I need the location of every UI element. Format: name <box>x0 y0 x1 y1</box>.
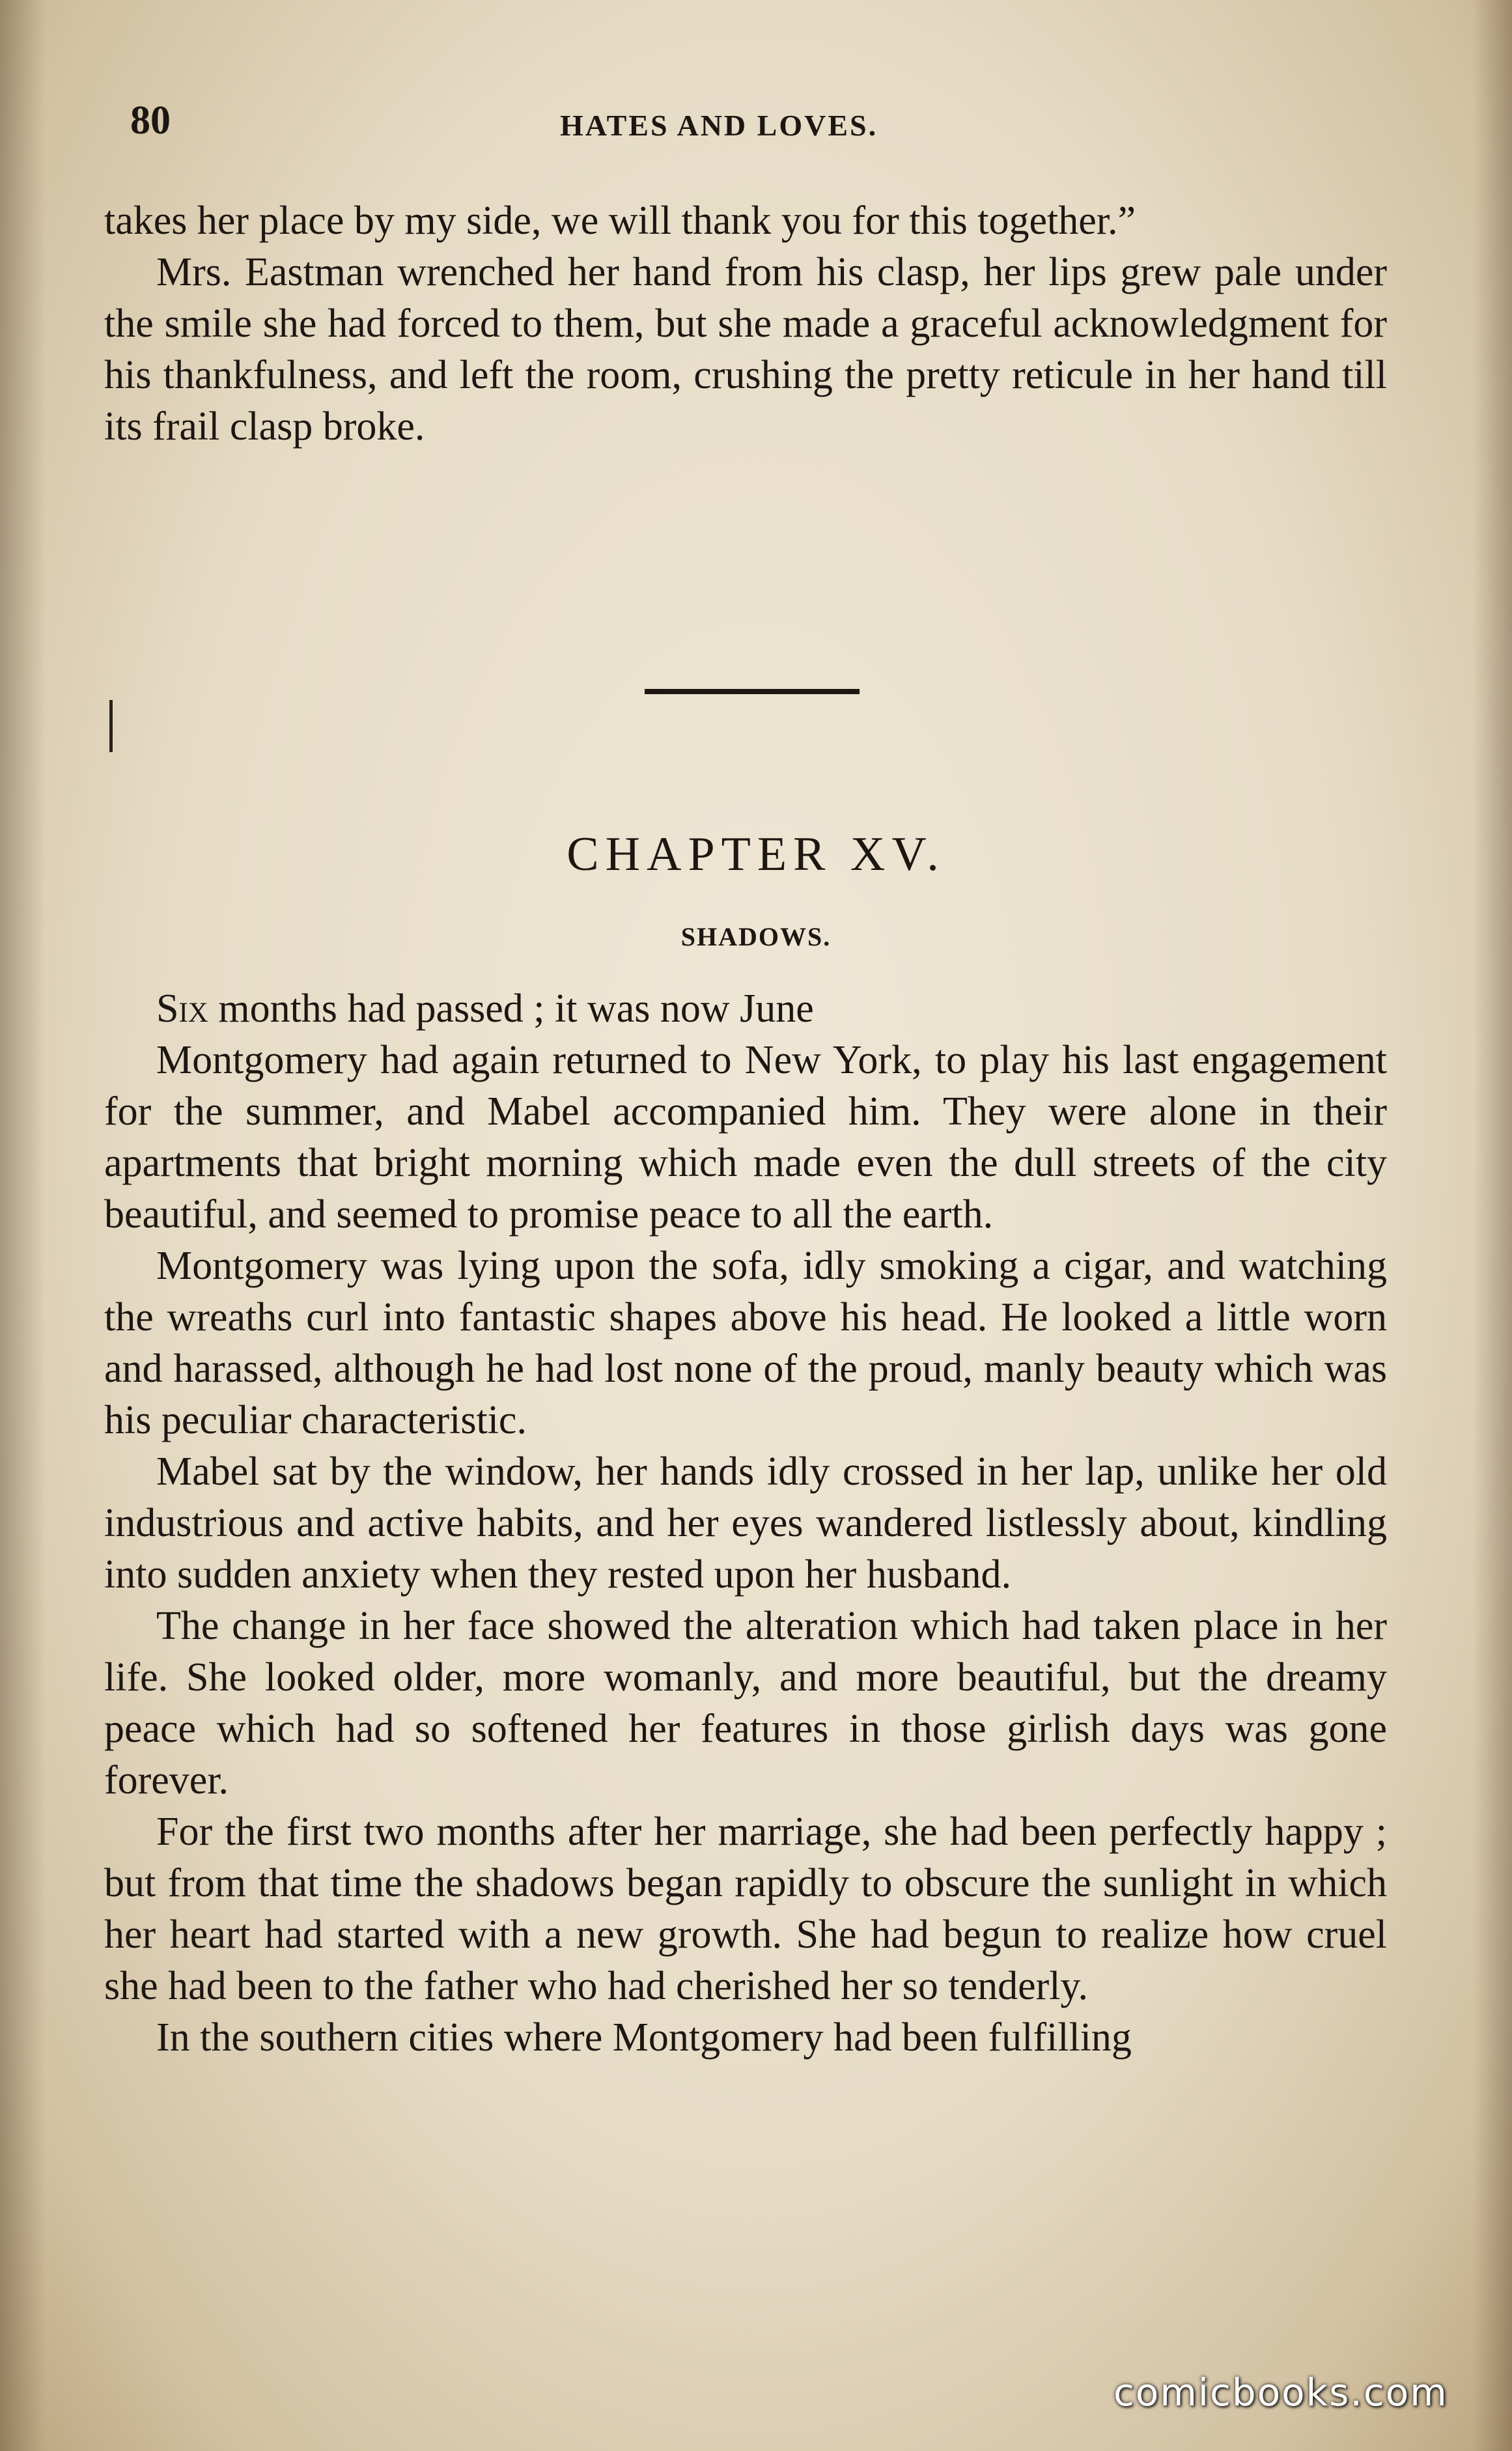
section-divider-rule <box>645 689 860 694</box>
paragraph: Montgomery was lying upon the sofa, idly smoking a cigar, and watching the wreaths curl into fantastic shapes above his head. He looked a little worn and harassed, although he had lost none of the proud, manly beauty which was his peculiar characteristic. <box>104 1244 1387 1442</box>
previous-chapter-ending <box>104 195 1387 453</box>
paragraph-text: months had passed ; it was now June <box>208 987 814 1031</box>
paragraph: In the southern cities where Montgomery had been fulfilling <box>156 2015 1132 2060</box>
page-shadow-left <box>0 0 46 2451</box>
page-shadow-right <box>1473 0 1512 2451</box>
paragraph: Mrs. Eastman wrenched her hand from his clasp, her lips grew pale under the smile she had forced to them, but she made a graceful acknowledgment for his thankfulness, and left the room, crushing the pretty reticule in her hand till its frail clasp broke. <box>104 250 1387 449</box>
running-title: HATES AND LOVES. <box>560 109 878 142</box>
watermark-logo: comicbooks.com <box>1113 2370 1448 2415</box>
paragraph: Montgomery had again returned to New York, to play his last engagement for the summer, and Mabel accompanied him. They were alone in their apartments that bright morning which made even the dull streets of the city beautiful, and seemed to promise peace to all the earth. <box>104 1038 1387 1237</box>
paragraph: takes her place by my side, we will thank you for this together.” <box>104 199 1136 243</box>
paragraph: Mabel sat by the window, her hands idly crossed in her lap, unlike her old industrious and active habits, and her eyes wandered listlessly about, kindling into sudden anxiety when they rested upon her husband. <box>104 1450 1387 1597</box>
page-header <box>130 98 1387 150</box>
chapter-subtitle: SHADOWS. <box>680 922 832 951</box>
paragraph: The change in her face showed the alteration which had taken place in her life. She looked older, more womanly, and more beautiful, but the dreamy peace which had so softened her features in those girlish days was gone forever. <box>104 1604 1387 1802</box>
chapter-title: CHAPTER XV. <box>567 828 945 881</box>
paragraph <box>104 983 1387 1035</box>
page-number: 80 <box>130 98 171 143</box>
paragraph: For the first two months after her marriage, she had been perfectly happy ; but from that time the shadows began rapidly to obscure the sunlight in which her heart had started with a new growth. She had begun to realize how cruel she had been to the father who had cherished her so tenderly. <box>104 1810 1387 2008</box>
chapter-body <box>104 983 1387 2064</box>
margin-mark <box>109 700 113 752</box>
drop-word: Six <box>156 987 208 1031</box>
